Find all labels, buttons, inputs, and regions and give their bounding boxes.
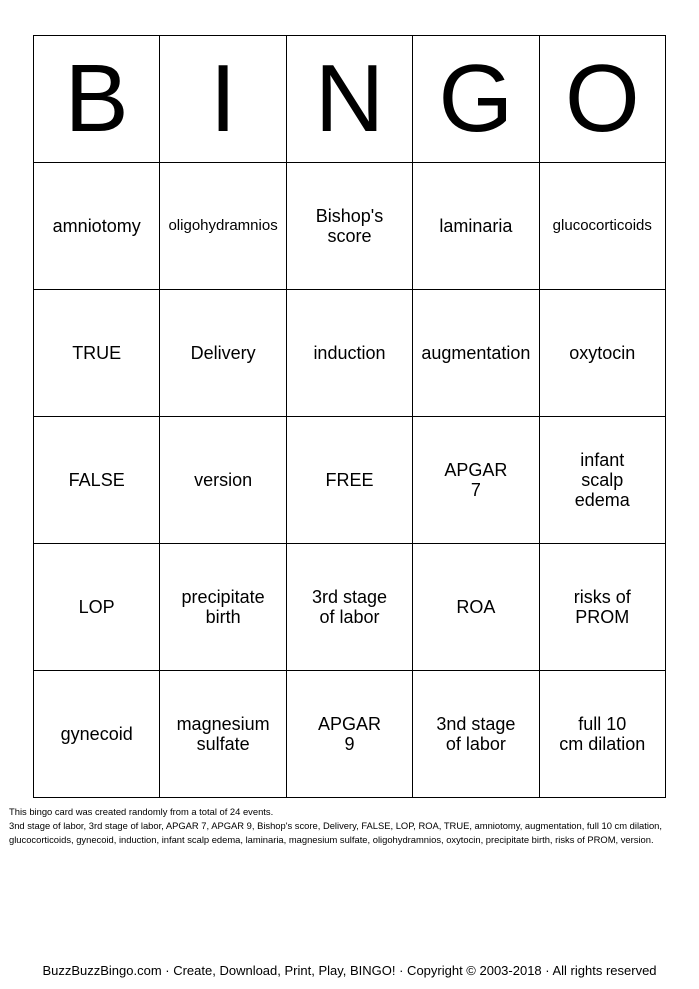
notes-event-list: 3nd stage of labor, 3rd stage of labor, APGAR 7, APGAR 9, Bishop's score, Delivery, FALSE, LOP, ROA, TRUE, amniotomy, augmentation, full 10 cm dilation, [9, 820, 662, 831]
bingo-cell: augmentation [413, 290, 539, 417]
footer-copyright: BuzzBuzzBingo.com · Create, Download, Print, Play, BINGO! · Copyright © 2003-2018 · All rights reserved [42, 963, 657, 978]
bingo-cell: oxytocin [539, 290, 665, 417]
notes-event-list-continued: glucocorticoids, gynecoid, induction, infant scalp edema, laminaria, magnesium sulfate, oligohydramnios, oxytocin, precipitate birth, risks of PROM, version. [9, 834, 654, 845]
header-letter-g: G [413, 36, 539, 163]
bingo-row-5 [34, 671, 666, 798]
bingo-cell: TRUE [34, 290, 160, 417]
bingo-row-1 [34, 163, 666, 290]
bingo-row-3 [34, 417, 666, 544]
bingo-cell: precipitate birth [160, 544, 286, 671]
bingo-cell: LOP [34, 544, 160, 671]
bingo-cell: laminaria [413, 163, 539, 290]
notes-summary: This bingo card was created randomly from a total of 24 events. [9, 806, 274, 817]
bingo-cell: glucocorticoids [539, 163, 665, 290]
bingo-cell: magnesium sulfate [160, 671, 286, 798]
card-notes [9, 805, 693, 847]
header-letter-o: O [539, 36, 665, 163]
bingo-row-2 [34, 290, 666, 417]
bingo-cell: amniotomy [34, 163, 160, 290]
bingo-cell: induction [286, 290, 412, 417]
bingo-card [33, 35, 666, 798]
header-letter-i: I [160, 36, 286, 163]
bingo-cell: gynecoid [34, 671, 160, 798]
bingo-cell: version [160, 417, 286, 544]
bingo-row-4 [34, 544, 666, 671]
bingo-cell: FALSE [34, 417, 160, 544]
bingo-cell: Delivery [160, 290, 286, 417]
bingo-cell: infant scalp edema [539, 417, 665, 544]
header-letter-n: N [286, 36, 412, 163]
bingo-cell: APGAR 9 [286, 671, 412, 798]
bingo-cell: Bishop's score [286, 163, 412, 290]
header-letter-b: B [34, 36, 160, 163]
bingo-cell: risks of PROM [539, 544, 665, 671]
bingo-cell: oligohydramnios [160, 163, 286, 290]
bingo-cell: ROA [413, 544, 539, 671]
bingo-cell: 3nd stage of labor [413, 671, 539, 798]
bingo-header-row [34, 36, 666, 163]
bingo-cell: full 10 cm dilation [539, 671, 665, 798]
bingo-cell: 3rd stage of labor [286, 544, 412, 671]
bingo-cell: APGAR 7 [413, 417, 539, 544]
bingo-free-cell: FREE [286, 417, 412, 544]
